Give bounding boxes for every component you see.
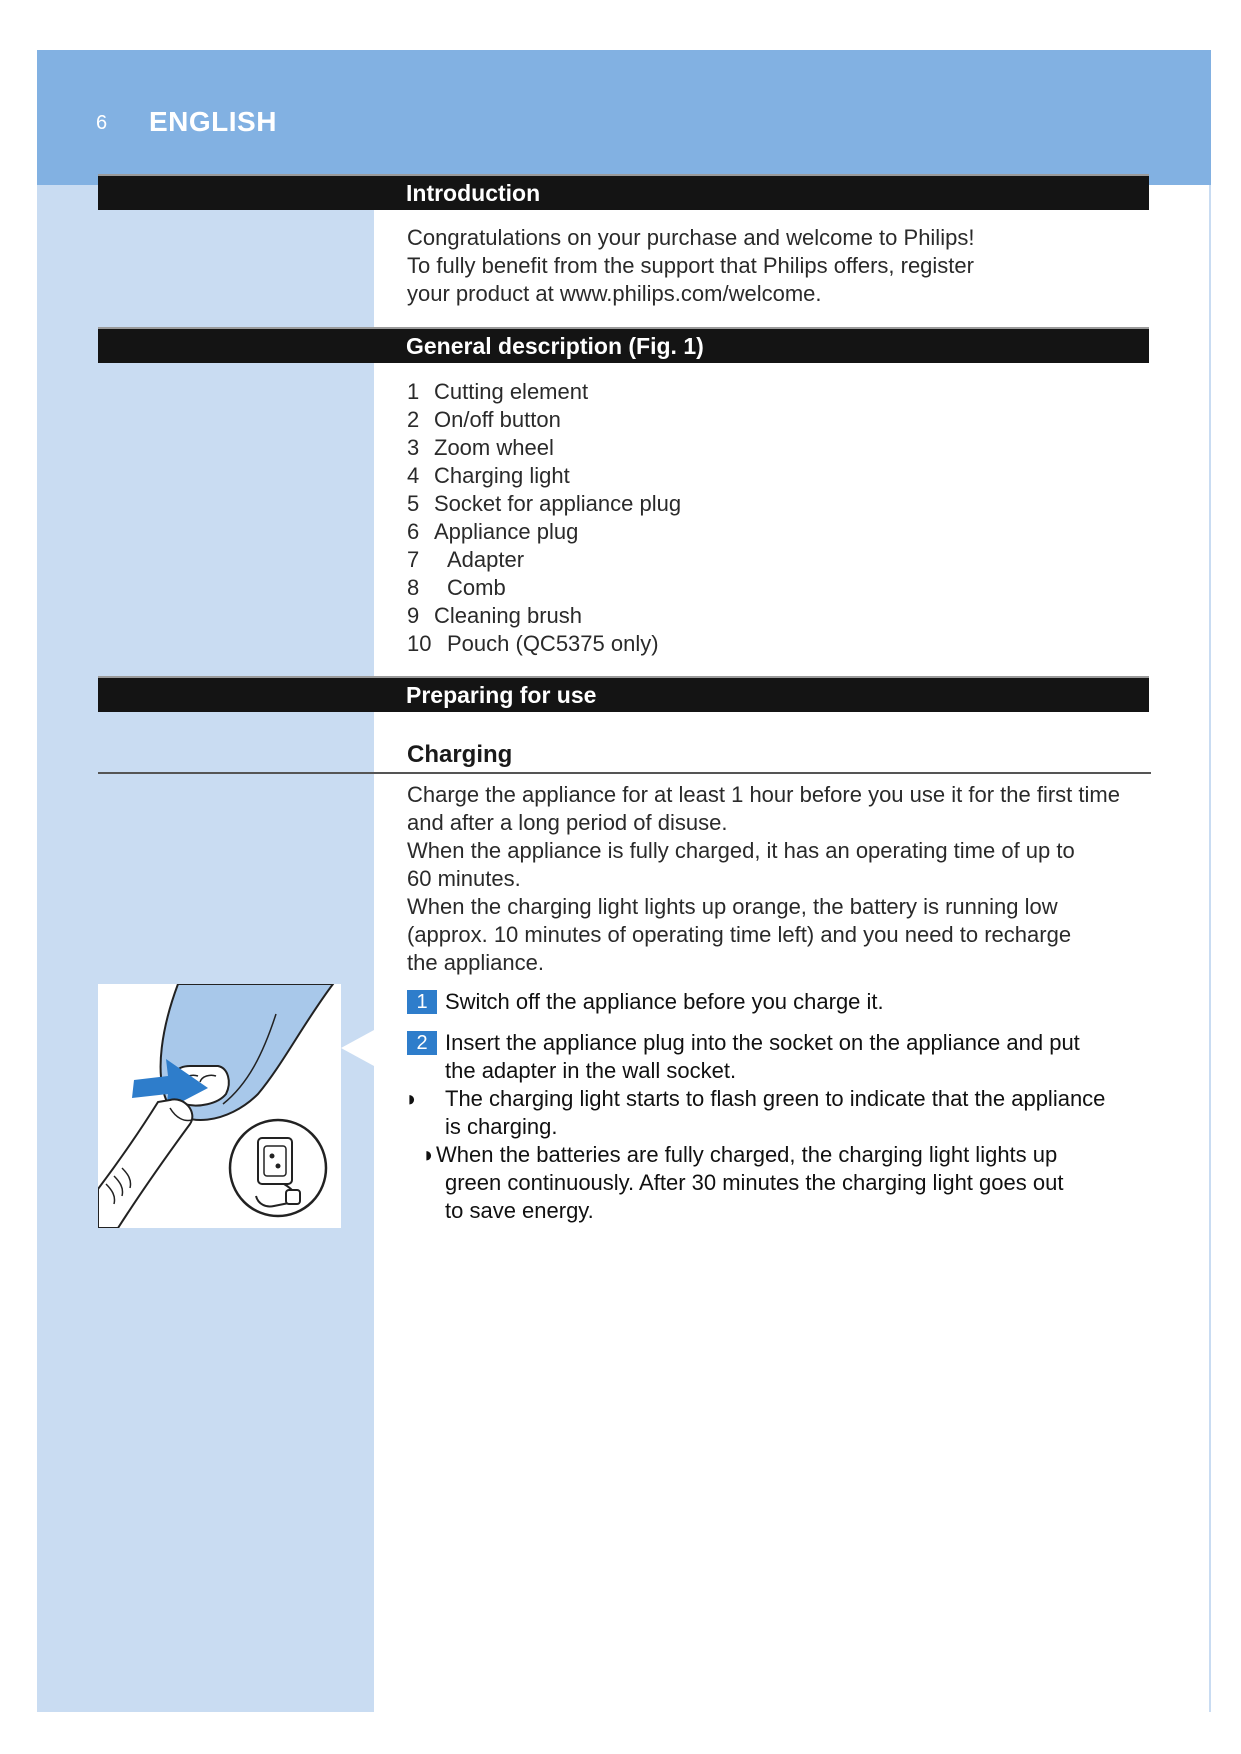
text-line: to save energy. (445, 1198, 594, 1223)
step-number-badge: 1 (407, 990, 437, 1014)
item-label: On/off button (434, 407, 561, 432)
result-text-continued (445, 1169, 1063, 1225)
item-number: 9 (407, 603, 420, 628)
list-item (407, 518, 681, 546)
list-item (407, 462, 681, 490)
section-title: General description (Fig. 1) (406, 333, 704, 359)
text-line: Insert the appliance plug into the socket on the appliance and put (445, 1030, 1080, 1055)
text-line: 60 minutes. (407, 866, 521, 891)
text-line: Congratulations on your purchase and welcome to Philips! (407, 225, 975, 250)
item-label: Comb (447, 575, 506, 600)
item-number: 4 (407, 463, 420, 488)
item-number: 2 (407, 407, 420, 432)
parts-list (407, 378, 681, 658)
text-line: the adapter in the wall socket. (445, 1058, 737, 1083)
text-line: the appliance. (407, 950, 544, 975)
section-bar-introduction (98, 174, 1149, 210)
result-bullet-icon: ◗ (405, 1086, 419, 1111)
list-item (407, 434, 681, 462)
section-bar-general-description (98, 327, 1149, 363)
list-item (407, 574, 681, 602)
list-item (407, 602, 681, 630)
list-item (407, 630, 681, 658)
result-text (445, 1085, 1105, 1141)
result-text (436, 1141, 1057, 1169)
charging-paragraph (407, 781, 1120, 977)
step-number-badge: 2 (407, 1031, 437, 1055)
step-text (445, 1029, 1080, 1085)
list-item (407, 378, 681, 406)
step-text (445, 988, 884, 1016)
item-label: Zoom wheel (434, 435, 554, 460)
item-number: 5 (407, 491, 420, 516)
text-line: Switch off the appliance before you charge it. (445, 989, 884, 1014)
result-bullet-icon: ◗ (422, 1142, 436, 1167)
item-number: 7 (407, 547, 420, 572)
item-label: Pouch (QC5375 only) (447, 631, 659, 656)
item-label: Charging light (434, 463, 570, 488)
section-title: Introduction (406, 180, 541, 206)
list-item (407, 490, 681, 518)
subheading-charging: Charging (407, 741, 513, 768)
text-line: When the batteries are fully charged, the charging light lights up (436, 1142, 1058, 1167)
text-line: green continuously. After 30 minutes the charging light goes out (445, 1170, 1064, 1195)
introduction-text (407, 224, 974, 308)
text-line: When the appliance is fully charged, it has an operating time of up to (407, 838, 1075, 863)
item-number: 3 (407, 435, 420, 460)
shaver-charging-icon (98, 984, 341, 1228)
item-number: 6 (407, 519, 420, 544)
item-label: Adapter (447, 547, 525, 572)
text-line: Charge the appliance for at least 1 hour before you use it for the first time (407, 782, 1120, 807)
page-right-edge (1209, 185, 1211, 1712)
item-label: Cleaning brush (434, 603, 582, 628)
text-line: your product at www.philips.com/welcome. (407, 281, 822, 306)
subheading-rule (98, 772, 1151, 774)
item-label: Cutting element (434, 379, 589, 404)
text-line: is charging. (445, 1114, 558, 1139)
text-line: and after a long period of disuse. (407, 810, 728, 835)
language-title: ENGLISH (149, 106, 277, 137)
list-item (407, 546, 681, 574)
text-line: (approx. 10 minutes of operating time left) and you need to recharge (407, 922, 1072, 947)
sidebar-column (37, 185, 374, 1712)
item-number: 10 (407, 631, 432, 656)
charging-illustration (98, 984, 341, 1228)
item-number: 8 (407, 575, 420, 600)
text-line: To fully benefit from the support that Philips offers, register (407, 253, 974, 278)
text-line: When the charging light lights up orange, the battery is running low (407, 894, 1058, 919)
item-label: Appliance plug (434, 519, 579, 544)
list-item (407, 406, 681, 434)
section-bar-preparing (98, 676, 1149, 712)
section-title: Preparing for use (406, 682, 597, 708)
item-number: 1 (407, 379, 420, 404)
item-label: Socket for appliance plug (434, 491, 682, 516)
text-line: The charging light starts to flash green to indicate that the appliance (445, 1086, 1106, 1111)
page-number: 6 (96, 112, 108, 134)
figure-pointer (341, 1030, 374, 1066)
